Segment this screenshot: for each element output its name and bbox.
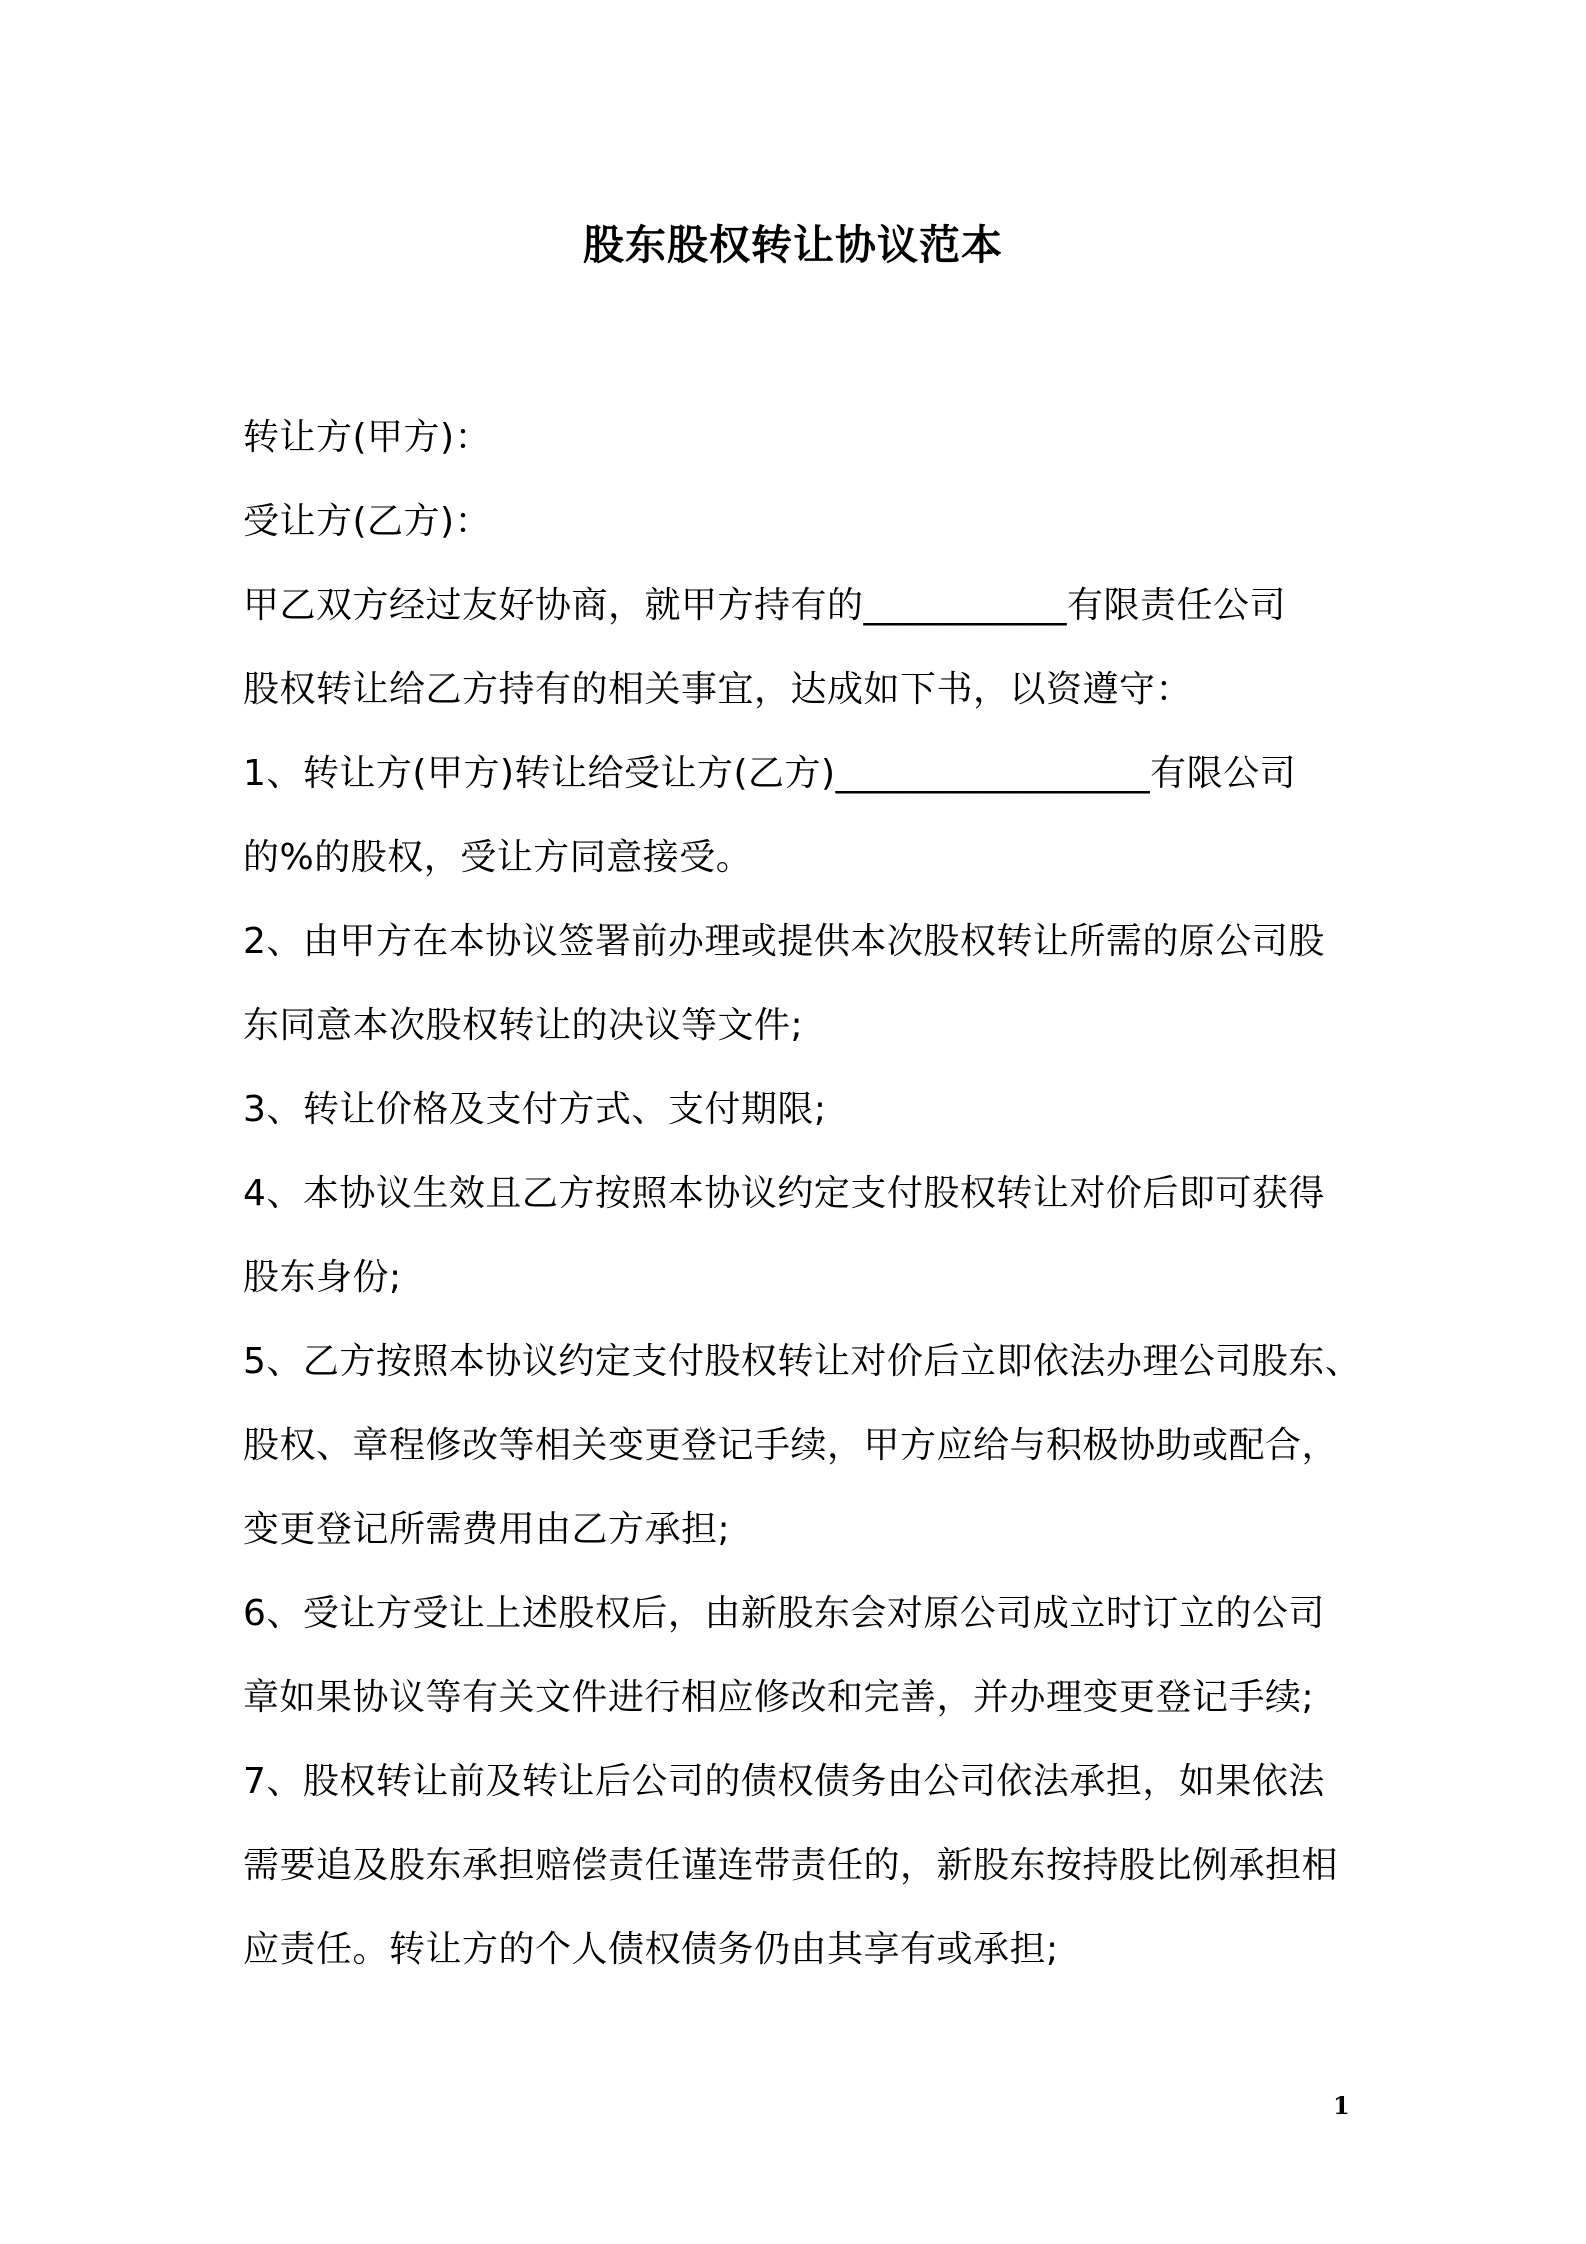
clause-6-line-1: 6、受让方受让上述股权后，由新股东会对原公司成立时订立的公司 — [243, 1593, 1325, 1634]
clause-7-line-2: 需要追及股东承担赔偿责任谨连带责任的，新股东按持股比例承担相 — [243, 1845, 1339, 1886]
line-transferee: 受让方(乙方)： — [243, 501, 492, 542]
clause-4-line-2: 股东身份; — [243, 1257, 402, 1298]
clause-2-line-2: 东同意本次股权转让的决议等文件; — [243, 1005, 804, 1046]
clause-5-line-2: 股权、章程修改等相关变更登记手续，甲方应给与积极协助或配合， — [243, 1425, 1339, 1466]
clause-7-line-3: 应责任。转让方的个人债权债务仍由其享有或承担; — [243, 1929, 1059, 1970]
paragraph-intro-line-2: 股权转让给乙方持有的相关事宜，达成如下书，以资遵守： — [243, 669, 1193, 710]
line-transferor: 转让方(甲方)： — [243, 417, 492, 458]
clause-7-line-1: 7、股权转让前及转让后公司的债权债务由公司依法承担，如果依法 — [243, 1761, 1325, 1802]
clause-6-line-2: 章如果协议等有关文件进行相应修改和完善，并办理变更登记手续; — [243, 1677, 1315, 1718]
clause-1-line-2: 的%的股权，受让方同意接受。 — [243, 837, 753, 878]
page-number: 1 — [1333, 2091, 1350, 2120]
paragraph-intro-line-1: 甲乙双方经过友好协商，就甲方持有的___________有限责任公司 — [243, 585, 1287, 626]
clause-2-line-1: 2、由甲方在本协议签署前办理或提供本次股权转让所需的原公司股 — [243, 921, 1325, 962]
clause-1-line-1: 1、转让方(甲方)转让给受让方(乙方)_________________有限公司 — [243, 753, 1297, 794]
clause-5-line-1: 5、乙方按照本协议约定支付股权转让对价后立即依法办理公司股东、 — [243, 1341, 1362, 1382]
clause-5-line-3: 变更登记所需费用由乙方承担; — [243, 1509, 731, 1550]
clause-3-line-1: 3、转让价格及支付方式、支付期限; — [243, 1089, 827, 1130]
clause-4-line-1: 4、本协议生效且乙方按照本协议约定支付股权转让对价后即可获得 — [243, 1173, 1325, 1214]
document-title: 股东股权转让协议范本 — [583, 221, 1003, 269]
